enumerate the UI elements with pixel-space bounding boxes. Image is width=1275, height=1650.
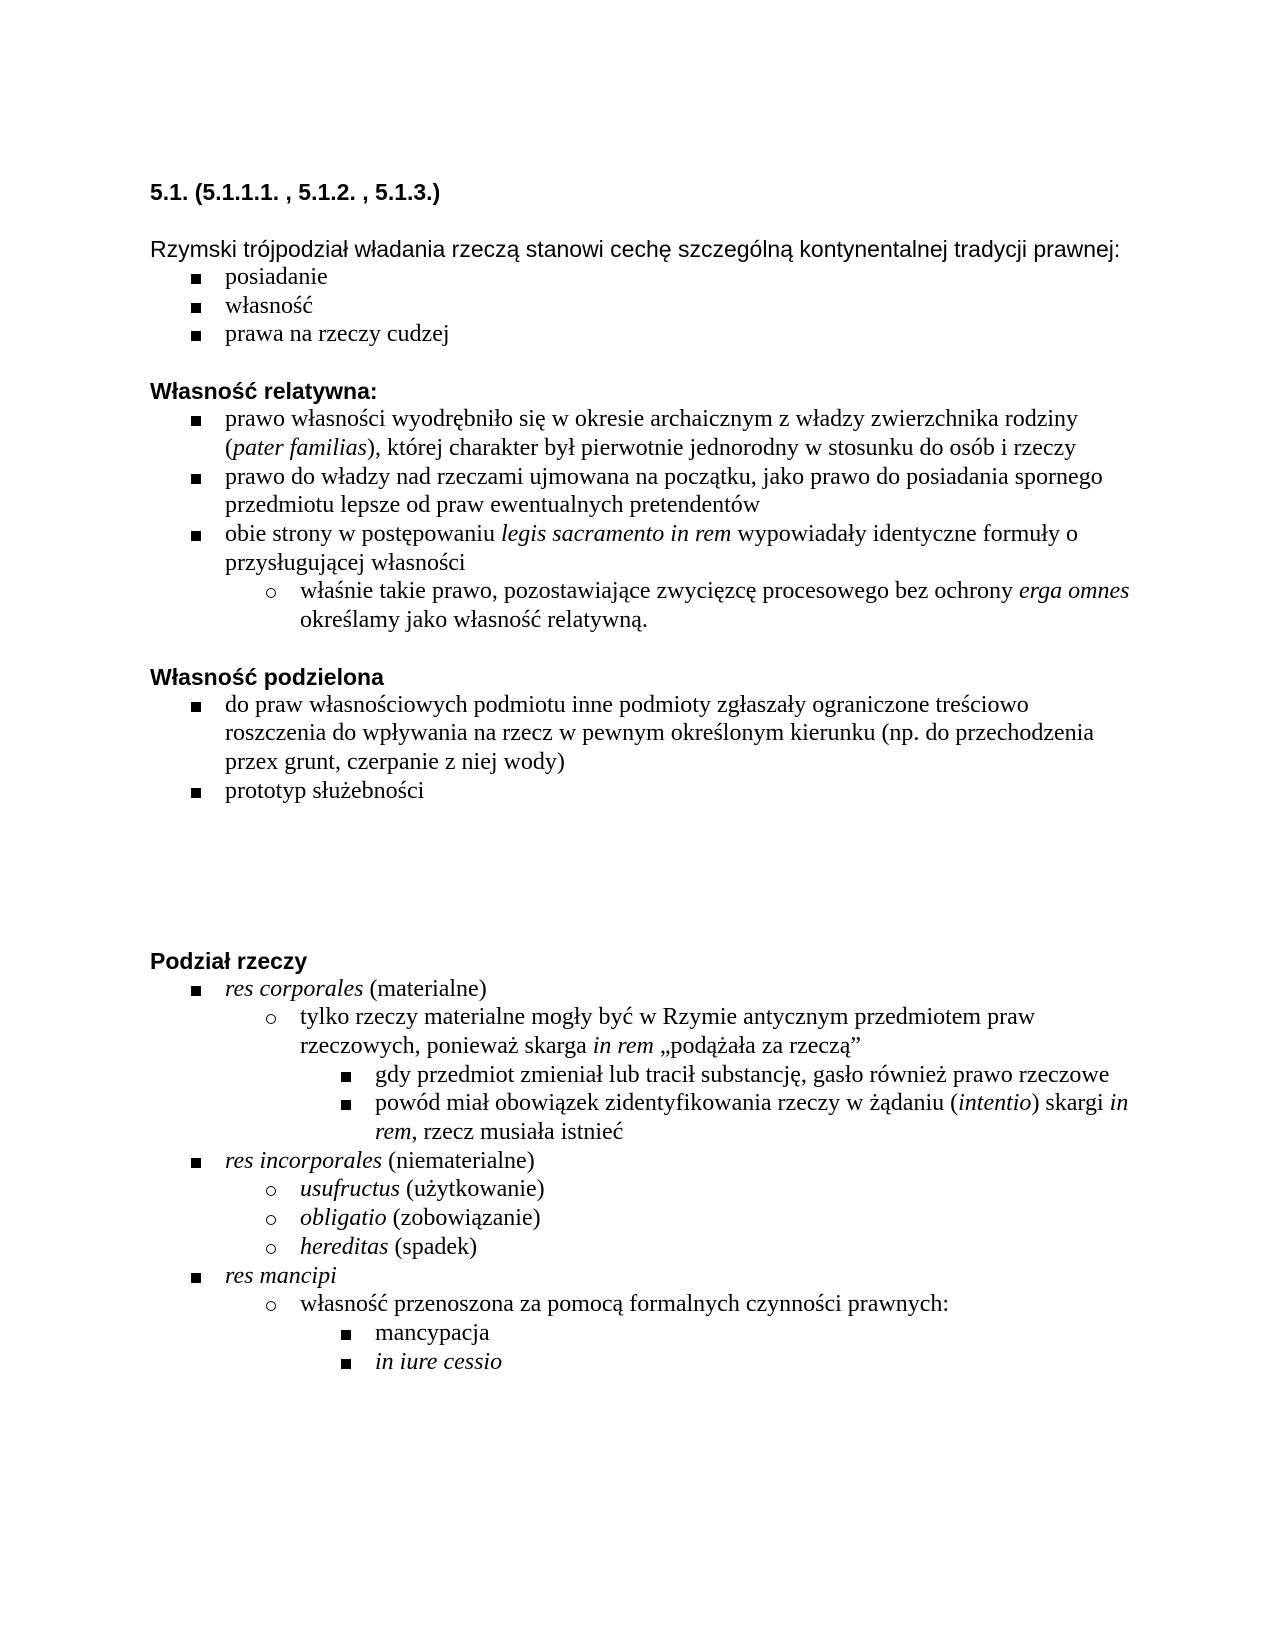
- section-heading-5-1: 5.1. (5.1.1.1. , 5.1.2. , 5.1.3.): [150, 179, 441, 205]
- list-item: in iure cessio: [150, 1348, 1130, 1377]
- square-bullet-icon: [191, 274, 201, 284]
- list-item: właśnie takie prawo, pozostawiające zwycięzcę procesowego bez ochrony erga omnes określamy jako własność relatywną.: [150, 577, 1130, 634]
- square-bullet-icon: [191, 1158, 201, 1168]
- list-item: powód miał obowiązek zidentyfikowania rzeczy w żądaniu (intentio) skargi in rem, rzecz musiała istnieć: [150, 1089, 1130, 1146]
- square-bullet-icon: [191, 331, 201, 341]
- list-item: res incorporales (niematerialne): [150, 1147, 1130, 1176]
- circle-bullet-icon: [266, 1244, 276, 1254]
- square-bullet-icon: [341, 1072, 351, 1082]
- list-item: tylko rzeczy materialne mogły być w Rzymie antycznym przedmiotem praw rzeczowych, ponieważ skarga in rem „podążała za rzeczą”: [150, 1003, 1130, 1060]
- square-bullet-icon: [191, 416, 201, 426]
- section-heading-division-of-things: Podział rzeczy: [150, 947, 308, 974]
- list-item: do praw własnościowych podmiotu inne podmioty zgłaszały ograniczone treściowo roszczenia do wpływania na rzecz w pewnym określonym kierunku (np. do przechodzenia przex grunt, czerpanie z niej wody): [150, 691, 1130, 777]
- square-bullet-icon: [191, 531, 201, 541]
- list-item: własność: [150, 292, 1130, 321]
- square-bullet-icon: [191, 1273, 201, 1283]
- list-item: obie strony w postępowaniu legis sacramento in rem wypowiadały identyczne formuły o przysługującej własności: [150, 520, 1130, 577]
- list-item: gdy przedmiot zmieniał lub tracił substancję, gasło również prawo rzeczowe: [150, 1061, 1130, 1090]
- list-item: posiadanie: [150, 263, 1130, 292]
- list-item: prawa na rzeczy cudzej: [150, 320, 1130, 349]
- list-item: własność przenoszona za pomocą formalnych czynności prawnych:: [150, 1290, 1130, 1319]
- list-item: hereditas (spadek): [150, 1233, 1130, 1262]
- square-bullet-icon: [191, 788, 201, 798]
- circle-bullet-icon: [266, 1186, 276, 1196]
- list-item: prototyp służebności: [150, 777, 1130, 806]
- document-page: [150, 178, 1130, 1376]
- square-bullet-icon: [341, 1359, 351, 1369]
- list-item: mancypacja: [150, 1319, 1130, 1348]
- square-bullet-icon: [341, 1330, 351, 1340]
- list-item: res corporales (materialne): [150, 975, 1130, 1004]
- section-heading-divided-ownership: Własność podzielona: [150, 663, 384, 690]
- relative-ownership-list: [150, 405, 1130, 635]
- list-item: prawo własności wyodrębniło się w okresie archaicznym z władzy zwierzchnika rodziny (pater familias), której charakter był pierwotnie jednorodny w stosunku do osób i rzeczy: [150, 405, 1130, 462]
- square-bullet-icon: [191, 702, 201, 712]
- circle-bullet-icon: [266, 1014, 276, 1024]
- square-bullet-icon: [341, 1100, 351, 1110]
- section-heading-relative-ownership: Własność relatywna:: [150, 378, 378, 405]
- circle-bullet-icon: [266, 1215, 276, 1225]
- ownership-division-list: [150, 263, 1130, 349]
- intro-paragraph: Rzymski trójpodział władania rzeczą stanowi cechę szczególną kontynentalnej tradycji prawnej:: [150, 236, 1121, 262]
- division-of-things-list: [150, 975, 1130, 1377]
- circle-bullet-icon: [266, 588, 276, 598]
- list-item: res mancipi: [150, 1262, 1130, 1291]
- list-item: prawo do władzy nad rzeczami ujmowana na początku, jako prawo do posiadania spornego przedmiotu lepsze od praw ewentualnych pretendentów: [150, 463, 1130, 520]
- divided-ownership-list: [150, 691, 1130, 806]
- square-bullet-icon: [191, 986, 201, 996]
- square-bullet-icon: [191, 474, 201, 484]
- circle-bullet-icon: [266, 1301, 276, 1311]
- list-item: usufructus (użytkowanie): [150, 1175, 1130, 1204]
- list-item: obligatio (zobowiązanie): [150, 1204, 1130, 1233]
- square-bullet-icon: [191, 303, 201, 313]
